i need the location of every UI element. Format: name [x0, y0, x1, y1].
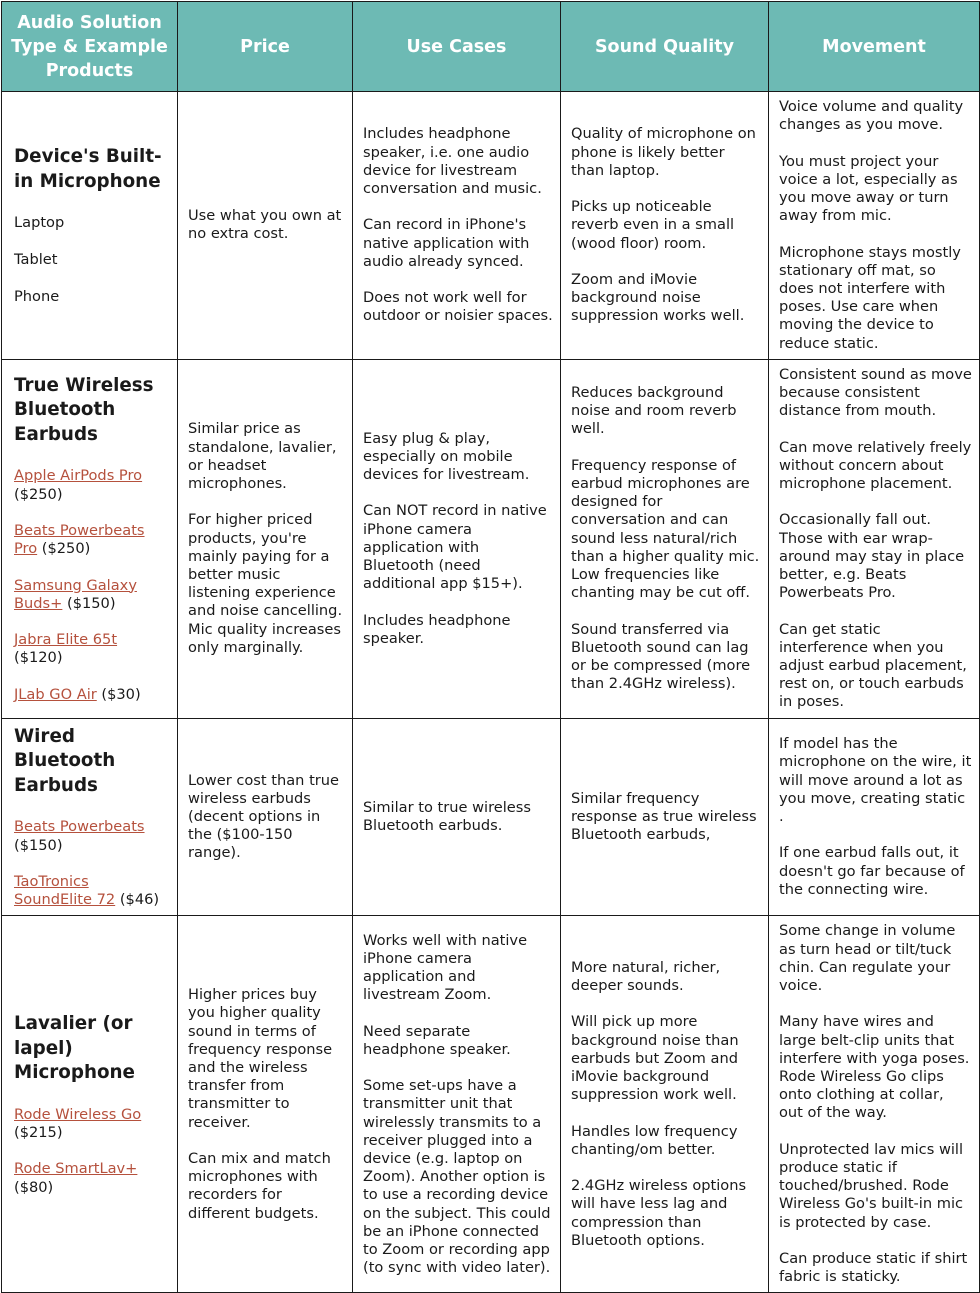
- product-item: [14, 686, 170, 704]
- sound-quality-text: Quality of microphone on phone is likely better than laptop.: [571, 125, 756, 179]
- product-price: ($46): [119, 891, 160, 909]
- sound-quality-text: 2.4GHz wireless options will have less lag and compression than Bluetooth options.: [571, 1177, 747, 1249]
- price-text: Lower cost than true wireless earbuds (decent options in the ($100-150 range).: [188, 771, 340, 862]
- product-link[interactable]: Beats Powerbeats Pro: [14, 521, 145, 558]
- sound-quality-text: Picks up noticeable reverb even in a small (wood floor) room.: [571, 198, 735, 252]
- product-link[interactable]: Apple AirPods Pro: [14, 467, 143, 485]
- product-link[interactable]: Rode Wireless Go: [14, 1105, 142, 1123]
- product-item: [14, 577, 170, 613]
- use-cases-cell: [353, 916, 561, 1293]
- product-item: [14, 818, 170, 854]
- use-case-text: Works well with native iPhone camera application and livestream Zoom.: [363, 931, 528, 1004]
- product-item: [14, 467, 170, 503]
- product-price: ($120): [14, 649, 63, 667]
- use-cases-cell: [353, 92, 561, 360]
- product-link[interactable]: Samsung Galaxy Buds+: [14, 576, 137, 612]
- price-text: For higher priced products, you're mainly paying for a better music listening experience and noise cancelling. Mic quality increases only marginally.: [188, 511, 343, 656]
- sound-quality-text: Will pick up more background noise than earbuds but Zoom and iMovie background suppression work well.: [571, 1013, 739, 1104]
- solution-title: Lavalier (or lapel) Microphone: [14, 1013, 135, 1084]
- price-text: Similar price as standalone, lavalier, or headset microphones.: [188, 420, 337, 493]
- product-price: ($150): [67, 594, 116, 612]
- sound-quality-cell: [561, 359, 769, 718]
- movement-text: If model has the microphone on the wire, it will move around a lot as you move, creating static .: [779, 735, 972, 825]
- price-cell: [178, 92, 353, 360]
- device-item: Laptop: [14, 214, 65, 232]
- header-sound-quality: Sound Quality: [561, 2, 769, 92]
- audio-comparison-table: [1, 1, 980, 1293]
- sound-quality-text: Sound transferred via Bluetooth sound can lag or be compressed (more than 2.4GHz wireless).: [571, 620, 751, 693]
- price-text: Can mix and match microphones with recorders for different budgets.: [188, 1149, 331, 1222]
- use-case-text: Easy plug & play, especially on mobile devices for livestream.: [363, 429, 530, 483]
- header-movement: Movement: [769, 2, 980, 92]
- sound-quality-text: Similar frequency response as true wireless Bluetooth earbuds,: [571, 789, 757, 844]
- movement-text: If one earbud falls out, it doesn't go far because of the connecting wire.: [779, 844, 965, 898]
- use-case-text: Need separate headphone speaker.: [363, 1022, 511, 1058]
- use-case-text: Similar to true wireless Bluetooth earbuds.: [363, 798, 531, 835]
- sound-quality-text: Handles low frequency chanting/om better.: [571, 1122, 738, 1158]
- product-price: ($250): [14, 485, 63, 503]
- product-price: ($215): [14, 1124, 63, 1141]
- use-case-text: Includes headphone speaker, i.e. one audio device for livestream conversation and music.: [363, 125, 542, 197]
- price-text: Use what you own at no extra cost.: [188, 207, 342, 243]
- solution-cell: [2, 92, 178, 360]
- sound-quality-cell: [561, 718, 769, 916]
- movement-text: Occasionally fall out. Those with ear wrap-around may stay in place better, e.g. Beats Powerbeats Pro.: [779, 511, 965, 602]
- product-item: [14, 631, 170, 667]
- table-row: [2, 92, 980, 360]
- price-cell: [178, 359, 353, 718]
- table-row: [2, 916, 980, 1293]
- product-price: ($250): [41, 540, 91, 558]
- solution-title: Device's Built-in Microphone: [14, 146, 162, 192]
- price-cell: [178, 718, 353, 916]
- use-case-text: Some set-ups have a transmitter unit that wirelessly transmits to a receiver plugged into a device (e.g. laptop on Zoom). Another option is to use a recording device on the subject. This could be an iPhone connected to Zoom or recording app (to sync with video later).: [363, 1077, 551, 1277]
- header-price: Price: [178, 2, 353, 92]
- solution-cell: [2, 916, 178, 1293]
- product-price: ($30): [101, 685, 141, 703]
- solution-title: Wired Bluetooth Earbuds: [14, 725, 116, 796]
- movement-text: Many have wires and large belt-clip units that interfere with yoga poses. Rode Wireless Go clips onto clothing at collar, out of the way.: [779, 1013, 970, 1122]
- use-case-text: Does not work well for outdoor or noisier spaces.: [363, 289, 553, 325]
- movement-text: Unprotected lav mics will produce static if touched/brushed. Rode Wireless Go's built-in mic is protected by case.: [779, 1140, 964, 1231]
- product-item: [14, 873, 170, 909]
- use-cases-cell: [353, 359, 561, 718]
- movement-text: Can produce static if shirt fabric is staticky.: [779, 1250, 968, 1286]
- movement-cell: [769, 92, 980, 360]
- movement-text: Consistent sound as move because consistent distance from mouth.: [779, 365, 972, 420]
- header-use-cases: Use Cases: [353, 2, 561, 92]
- product-link[interactable]: Jabra Elite 65t: [14, 631, 118, 649]
- use-case-text: Can record in iPhone's native application with audio already synced.: [363, 216, 530, 270]
- solution-cell: [2, 718, 178, 916]
- solution-cell: [2, 359, 178, 718]
- movement-cell: [769, 359, 980, 718]
- movement-text: Microphone stays mostly stationary off mat, so does not interfere with poses. Use care when moving the device to reduce static.: [779, 243, 961, 352]
- product-price: ($80): [14, 1178, 54, 1196]
- table-row: [2, 359, 980, 718]
- sound-quality-text: Reduces background noise and room reverb well.: [571, 384, 737, 438]
- sound-quality-cell: [561, 92, 769, 360]
- movement-text: Voice volume and quality changes as you move.: [779, 98, 964, 134]
- header-solution-type: Audio Solution Type & Example Products: [2, 2, 178, 92]
- product-item: [14, 522, 170, 558]
- product-item: [14, 1106, 170, 1142]
- product-item: [14, 1160, 170, 1196]
- use-case-text: Can NOT record in native iPhone camera application with Bluetooth (need additional app $15+).: [363, 502, 547, 593]
- movement-text: Some change in volume as turn head or tilt/tuck chin. Can regulate your voice.: [779, 922, 956, 995]
- movement-text: You must project your voice a lot, especially as you move away or turn away from mic.: [779, 152, 958, 225]
- movement-text: Can get static interference when you adjust earbud placement, rest on, or touch earbuds in poses.: [779, 620, 967, 711]
- table-row: [2, 718, 980, 916]
- movement-cell: [769, 718, 980, 916]
- product-link[interactable]: JLab GO Air: [14, 685, 97, 703]
- use-case-text: Includes headphone speaker.: [363, 611, 511, 647]
- solution-title: True Wireless Bluetooth Earbuds: [14, 374, 154, 445]
- use-cases-cell: [353, 718, 561, 916]
- movement-text: Can move relatively freely without concern about microphone placement.: [779, 438, 972, 493]
- sound-quality-cell: [561, 916, 769, 1293]
- price-text: Higher prices buy you higher quality sound in terms of frequency response and the wireless transfer from transmitter to receiver.: [188, 986, 333, 1131]
- device-item: Tablet: [14, 250, 58, 268]
- movement-cell: [769, 916, 980, 1293]
- product-link[interactable]: Rode SmartLav+: [14, 1160, 138, 1178]
- sound-quality-text: More natural, richer, deeper sounds.: [571, 958, 721, 995]
- device-item: Phone: [14, 287, 60, 305]
- sound-quality-text: Frequency response of earbud microphones are designed for conversation and can sound less natural/rich than a higher quality mic. Low frequencies like chanting may be cut off.: [571, 456, 760, 602]
- header-row: [2, 2, 980, 92]
- sound-quality-text: Zoom and iMovie background noise suppression works well.: [571, 270, 745, 325]
- product-link[interactable]: TaoTronics SoundElite 72: [14, 873, 116, 909]
- product-link[interactable]: Beats Powerbeats: [14, 818, 145, 836]
- price-cell: [178, 916, 353, 1293]
- product-price: ($150): [14, 836, 63, 854]
